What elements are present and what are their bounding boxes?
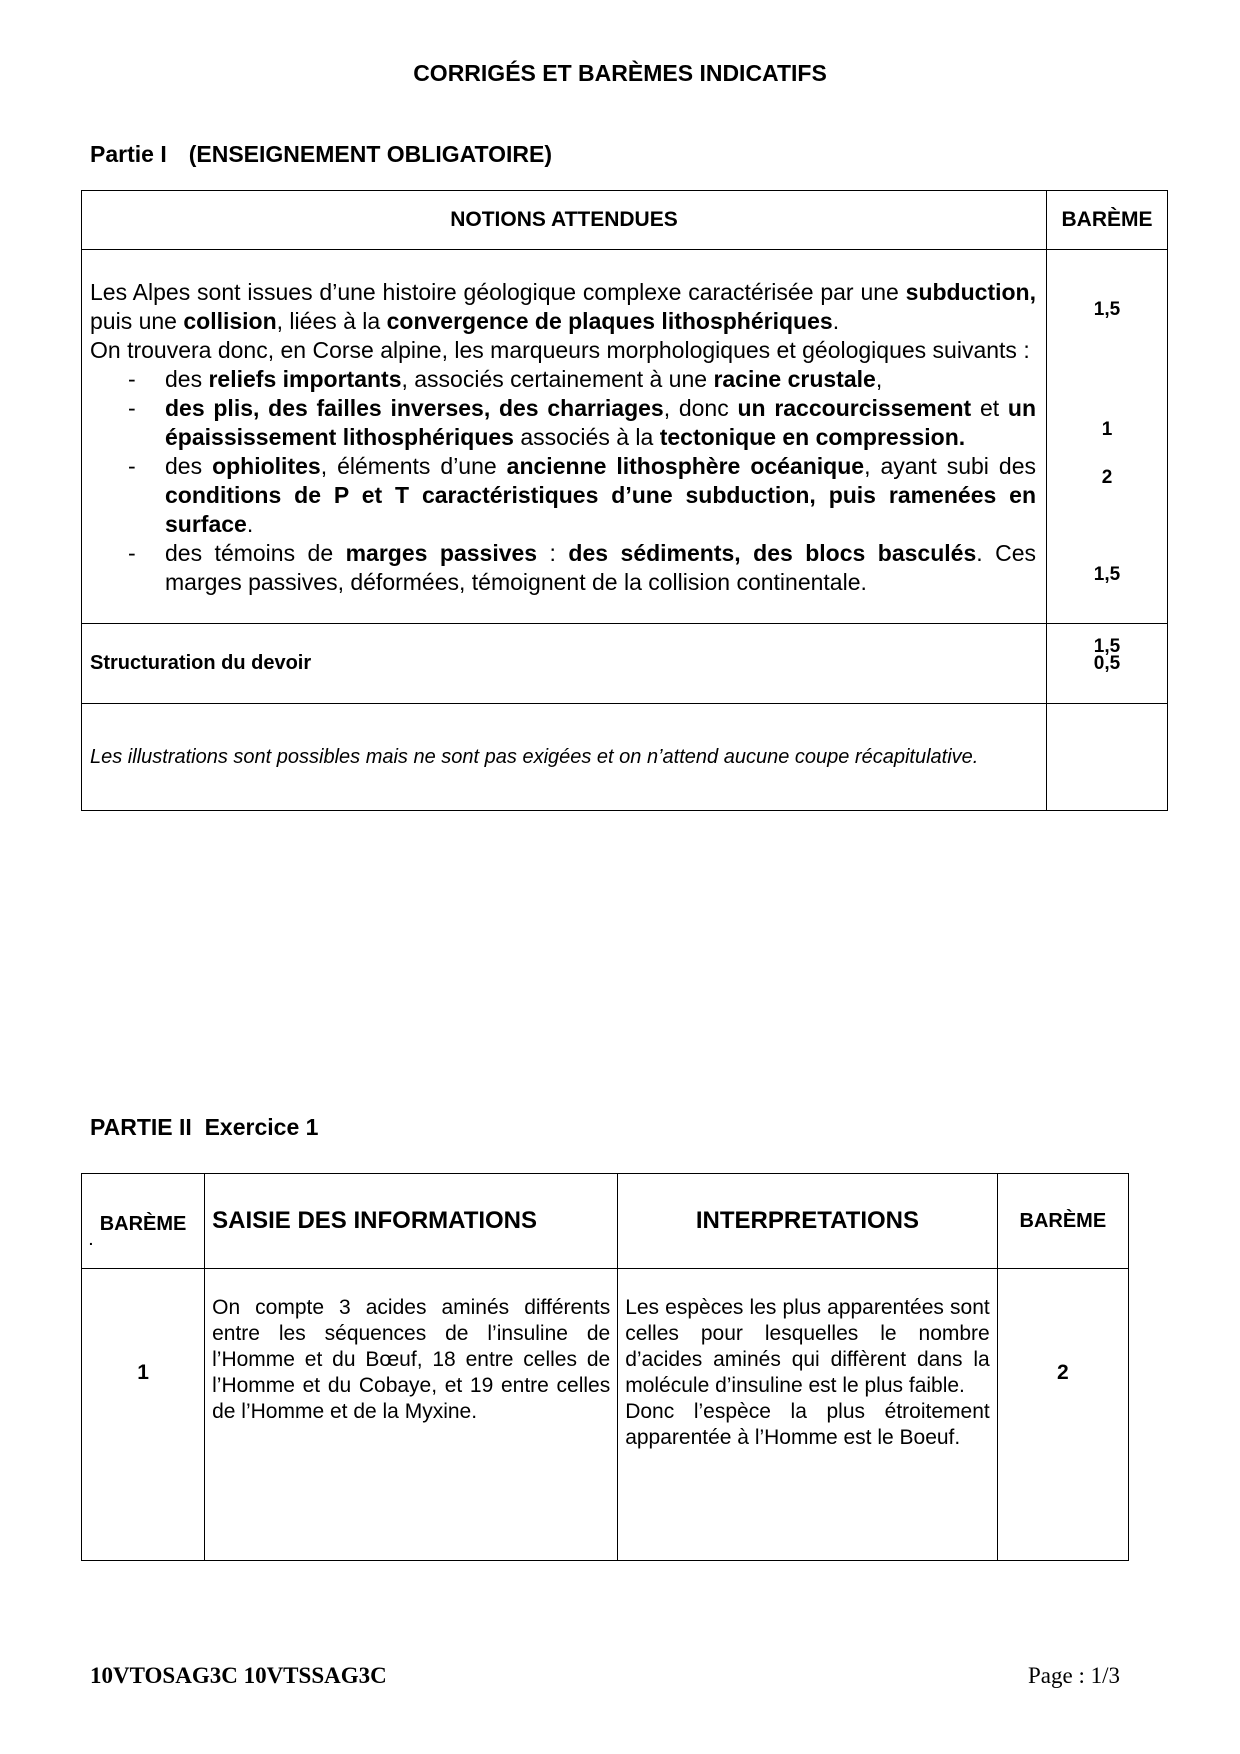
partie1-heading-subtitle: (ENSEIGNEMENT OBLIGATOIRE) bbox=[188, 141, 553, 167]
notions-cell bbox=[82, 250, 1047, 624]
document-title: CORRIGÉS ET BARÈMES INDICATIFS bbox=[413, 60, 827, 86]
footer-subject-code: 10VTOSAG3C 10VTSSAG3C bbox=[90, 1663, 387, 1688]
col-bareme: BARÈME bbox=[1047, 191, 1168, 250]
col-bareme-right: BARÈME bbox=[997, 1174, 1128, 1269]
list-item: - des ophiolites, éléments d’une ancienne lithosphère océanique, ayant subi des conditions de P et T caractéristiques d’une subduction, puis ramenées en surface. bbox=[128, 453, 1036, 537]
points-value: 1 bbox=[1101, 419, 1113, 440]
row-bareme-left: 1 bbox=[82, 1269, 205, 1561]
footer-page-number: Page : 1/3 bbox=[1028, 1663, 1120, 1688]
partie2-table bbox=[81, 1173, 1129, 1561]
points-value: 2 bbox=[1101, 467, 1113, 488]
col-bareme-left: BARÈME . bbox=[82, 1174, 205, 1269]
illustrations-note: Les illustrations sont possibles mais ne sont pas exigées et on n’attend aucune coupe récapitulative. bbox=[82, 704, 1047, 811]
points-value: 1,5 bbox=[1093, 299, 1121, 320]
points-value: 1,5 bbox=[1093, 564, 1121, 585]
points-value: 1,5 bbox=[1093, 636, 1121, 657]
marqueurs-list bbox=[90, 365, 1036, 597]
partie1-heading-label: Partie I bbox=[90, 141, 167, 167]
bareme-points-cell bbox=[1047, 250, 1168, 657]
row-interpretation: Les espèces les plus apparentées sont celles pour lesquelles le nombre d’acides aminés qui diffèrent dans la molécule d’insuline est le plus faible. Donc l’espèce la plus étroitement apparentée à l’Homme est le Boeuf. bbox=[618, 1269, 998, 1561]
col-notions-attendues: NOTIONS ATTENDUES bbox=[82, 191, 1047, 250]
notions-paragraph-2: On trouvera donc, en Corse alpine, les marqueurs morphologiques et géologiques suivants : bbox=[90, 337, 1030, 363]
col-interpretations: INTERPRETATIONS bbox=[618, 1174, 998, 1269]
partie1-heading bbox=[90, 141, 552, 168]
notions-paragraph-1: Les Alpes sont issues d’une histoire géologique complexe caractérisée par une subduction, puis une collision, liées à la convergence de plaques lithosphériques. bbox=[90, 279, 1036, 334]
structuration-label: Structuration du devoir bbox=[82, 624, 1047, 704]
list-item: - des témoins de marges passives : des sédiments, des blocs basculés. Ces marges passives, déformées, témoignent de la collision continentale. bbox=[128, 540, 1036, 595]
empty-cell bbox=[1047, 704, 1168, 811]
structuration-points: 0,5 bbox=[1047, 624, 1168, 704]
col-saisie-informations: SAISIE DES INFORMATIONS bbox=[205, 1174, 618, 1269]
row-saisie: On compte 3 acides aminés différents entre les séquences de l’insuline de l’Homme et du Bœuf, 18 entre celles de l’Homme et du Cobaye, et 19 entre celles de l’Homme et de la Myxine. bbox=[205, 1269, 618, 1561]
list-item: - des reliefs importants, associés certainement à une racine crustale, bbox=[128, 366, 883, 392]
partie2-heading-label: PARTIE II bbox=[90, 1114, 192, 1140]
list-item: - des plis, des failles inverses, des charriages, donc un raccourcissement et un épaississement lithosphériques associés à la tectonique en compression. bbox=[128, 395, 1036, 450]
partie2-heading bbox=[90, 1114, 318, 1141]
table-row bbox=[82, 1269, 1129, 1561]
partie2-heading-subtitle: Exercice 1 bbox=[204, 1114, 319, 1140]
partie1-table bbox=[81, 190, 1168, 811]
row-bareme-right: 2 bbox=[997, 1269, 1128, 1561]
